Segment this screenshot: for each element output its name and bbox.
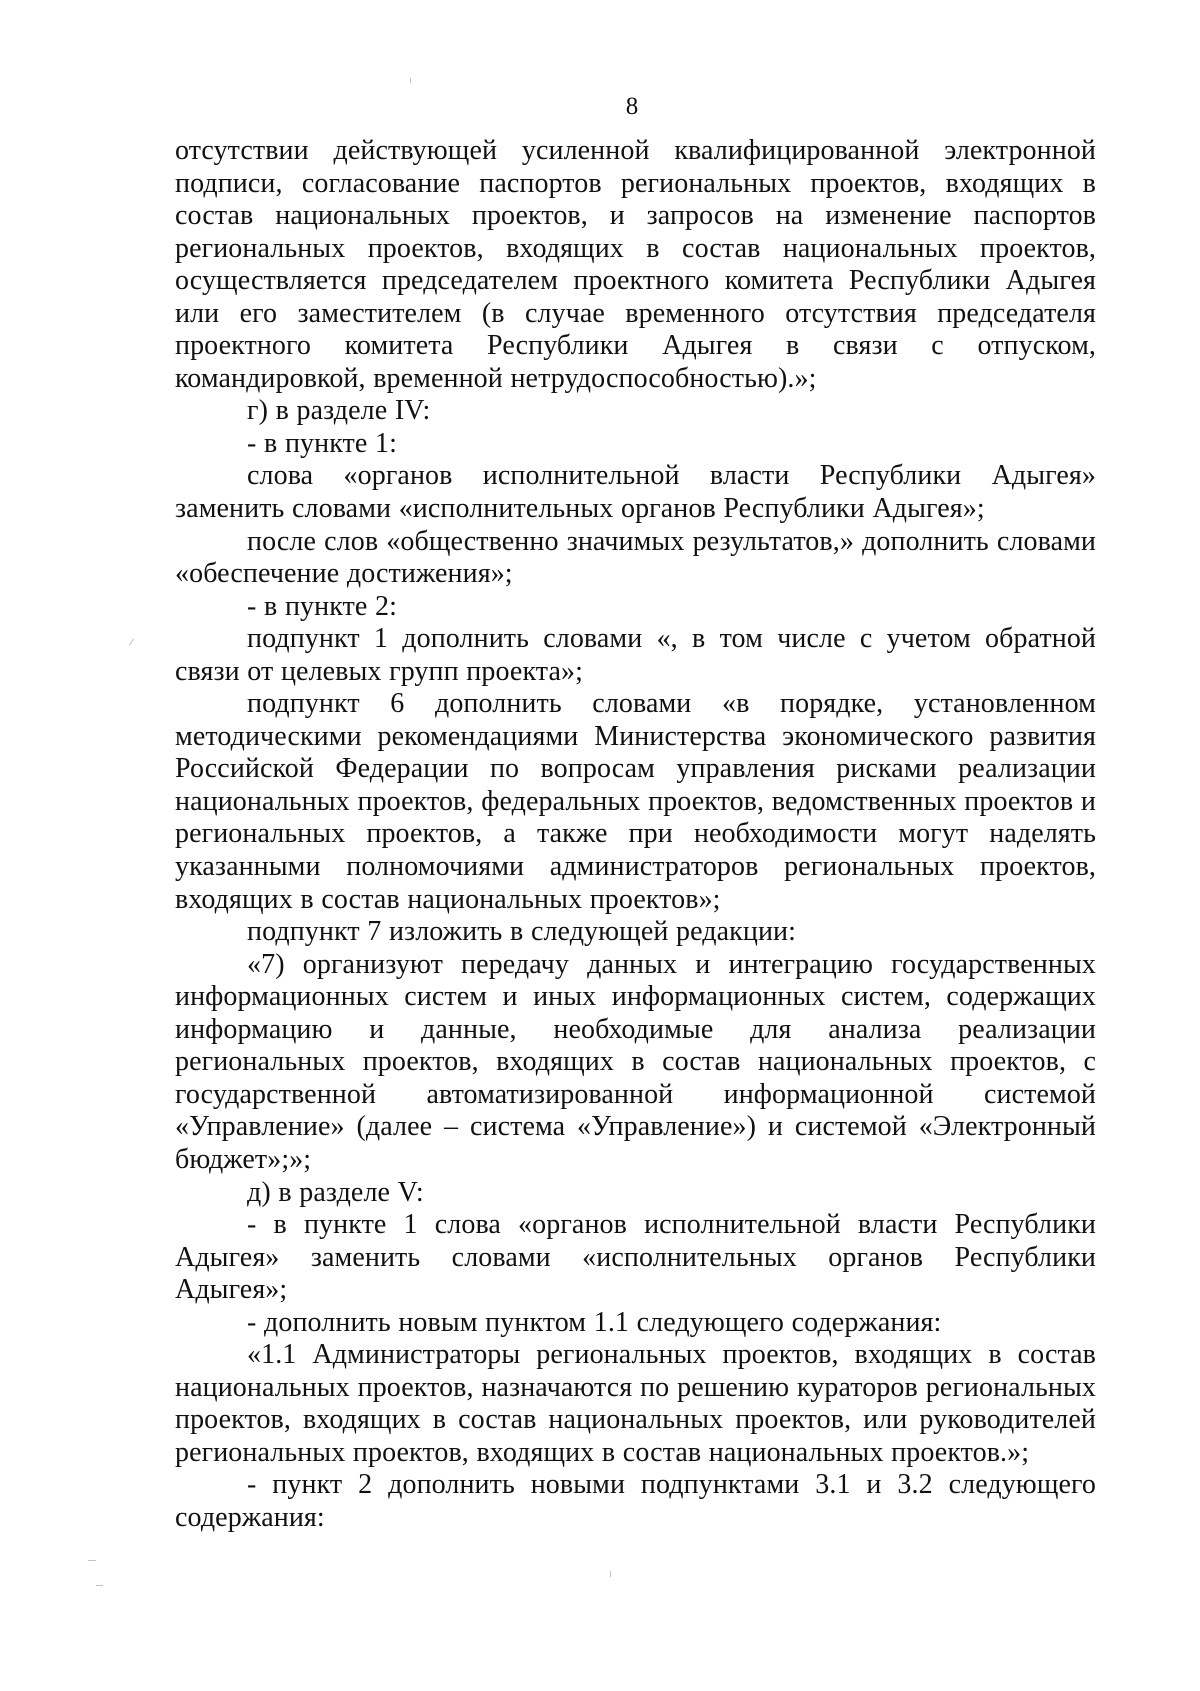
paragraph-subitem-7-intro: подпункт 7 изложить в следующей редакции: [247, 916, 797, 948]
paragraph-replace-words: слова «органов исполнительной власти Республики Адыгея» заменить словами «исполнительных органов Республики Адыгея»; [175, 460, 1096, 525]
paragraph-section-v-item-1: - в пункте 1 слова «органов исполнительной власти Республики Адыгея» заменить словами «исполнительных органов Республики Адыгея»; [175, 1209, 1096, 1306]
scan-speck [96, 1585, 103, 1586]
paragraph-item-2: - в пункте 2: [247, 590, 397, 622]
paragraph-item-2-additions: - пункт 2 дополнить новыми подпунктами 3.1 и 3.2 следующего содержания: [175, 1469, 1096, 1533]
paragraph-continuation: отсутствии действующей усиленной квалифицированной электронной подписи, согласование паспортов региональных проектов, входящих в состав национальных проектов, и запросов на изменение паспортов региональных проектов, входящих в состав национальных проектов, осуществляется председателем проектного комитета Республики Адыгея или его заместителем (в случае временного отсутствия председателя проектного комитета Республики Адыгея в связи с отпуском, командировкой, временной нетрудоспособностью).»; [175, 135, 1096, 394]
paragraph-item-1-1-text: «1.1 Администраторы региональных проектов, входящих в состав национальных проектов, назначаются по решению кураторов региональных проектов, входящих в состав национальных проектов, или руководителей региональных проектов, входящих в состав национальных проектов.»; [175, 1339, 1096, 1468]
scan-speck [129, 638, 134, 645]
scan-speck [610, 1571, 611, 1577]
paragraph-section-v: д) в разделе V: [247, 1176, 424, 1208]
paragraph-add-words: после слов «общественно значимых результатов,» дополнить словами «обеспечение достижения»; [175, 525, 1096, 590]
document-body [175, 135, 1096, 1535]
paragraph-subitem-7-text: «7) организуют передачу данных и интеграцию государственных информационных систем и иных информационных систем, содержащих информацию и данные, необходимые для анализа реализации региональных проектов, входящих в состав национальных проектов, с государственной автоматизированной информационной системой «Управление» (далее – система «Управление») и системой «Электронный бюджет»;»; [175, 948, 1096, 1175]
page-number: 8 [625, 93, 639, 120]
scan-speck [410, 78, 411, 83]
paragraph-subitem-6: подпункт 6 дополнить словами «в порядке, установленном методическими рекомендациями Министерства экономического развития Российской Федерации по вопросам управления рисками реализации национальных проектов, федеральных проектов, ведомственных проектов и региональных проектов, а также при необходимости могут наделять указанными полномочиями администраторов региональных проектов, входящих в состав национальных проектов»; [175, 688, 1096, 915]
paragraph-add-item-1-1: - дополнить новым пунктом 1.1 следующего содержания: [247, 1306, 942, 1338]
scan-speck [88, 1560, 96, 1561]
paragraph-section-iv: г) в разделе IV: [247, 395, 431, 427]
paragraph-item-1: - в пункте 1: [247, 427, 397, 459]
paragraph-subitem-1: подпункт 1 дополнить словами «, в том числе с учетом обратной связи от целевых групп проекта»; [175, 623, 1096, 687]
